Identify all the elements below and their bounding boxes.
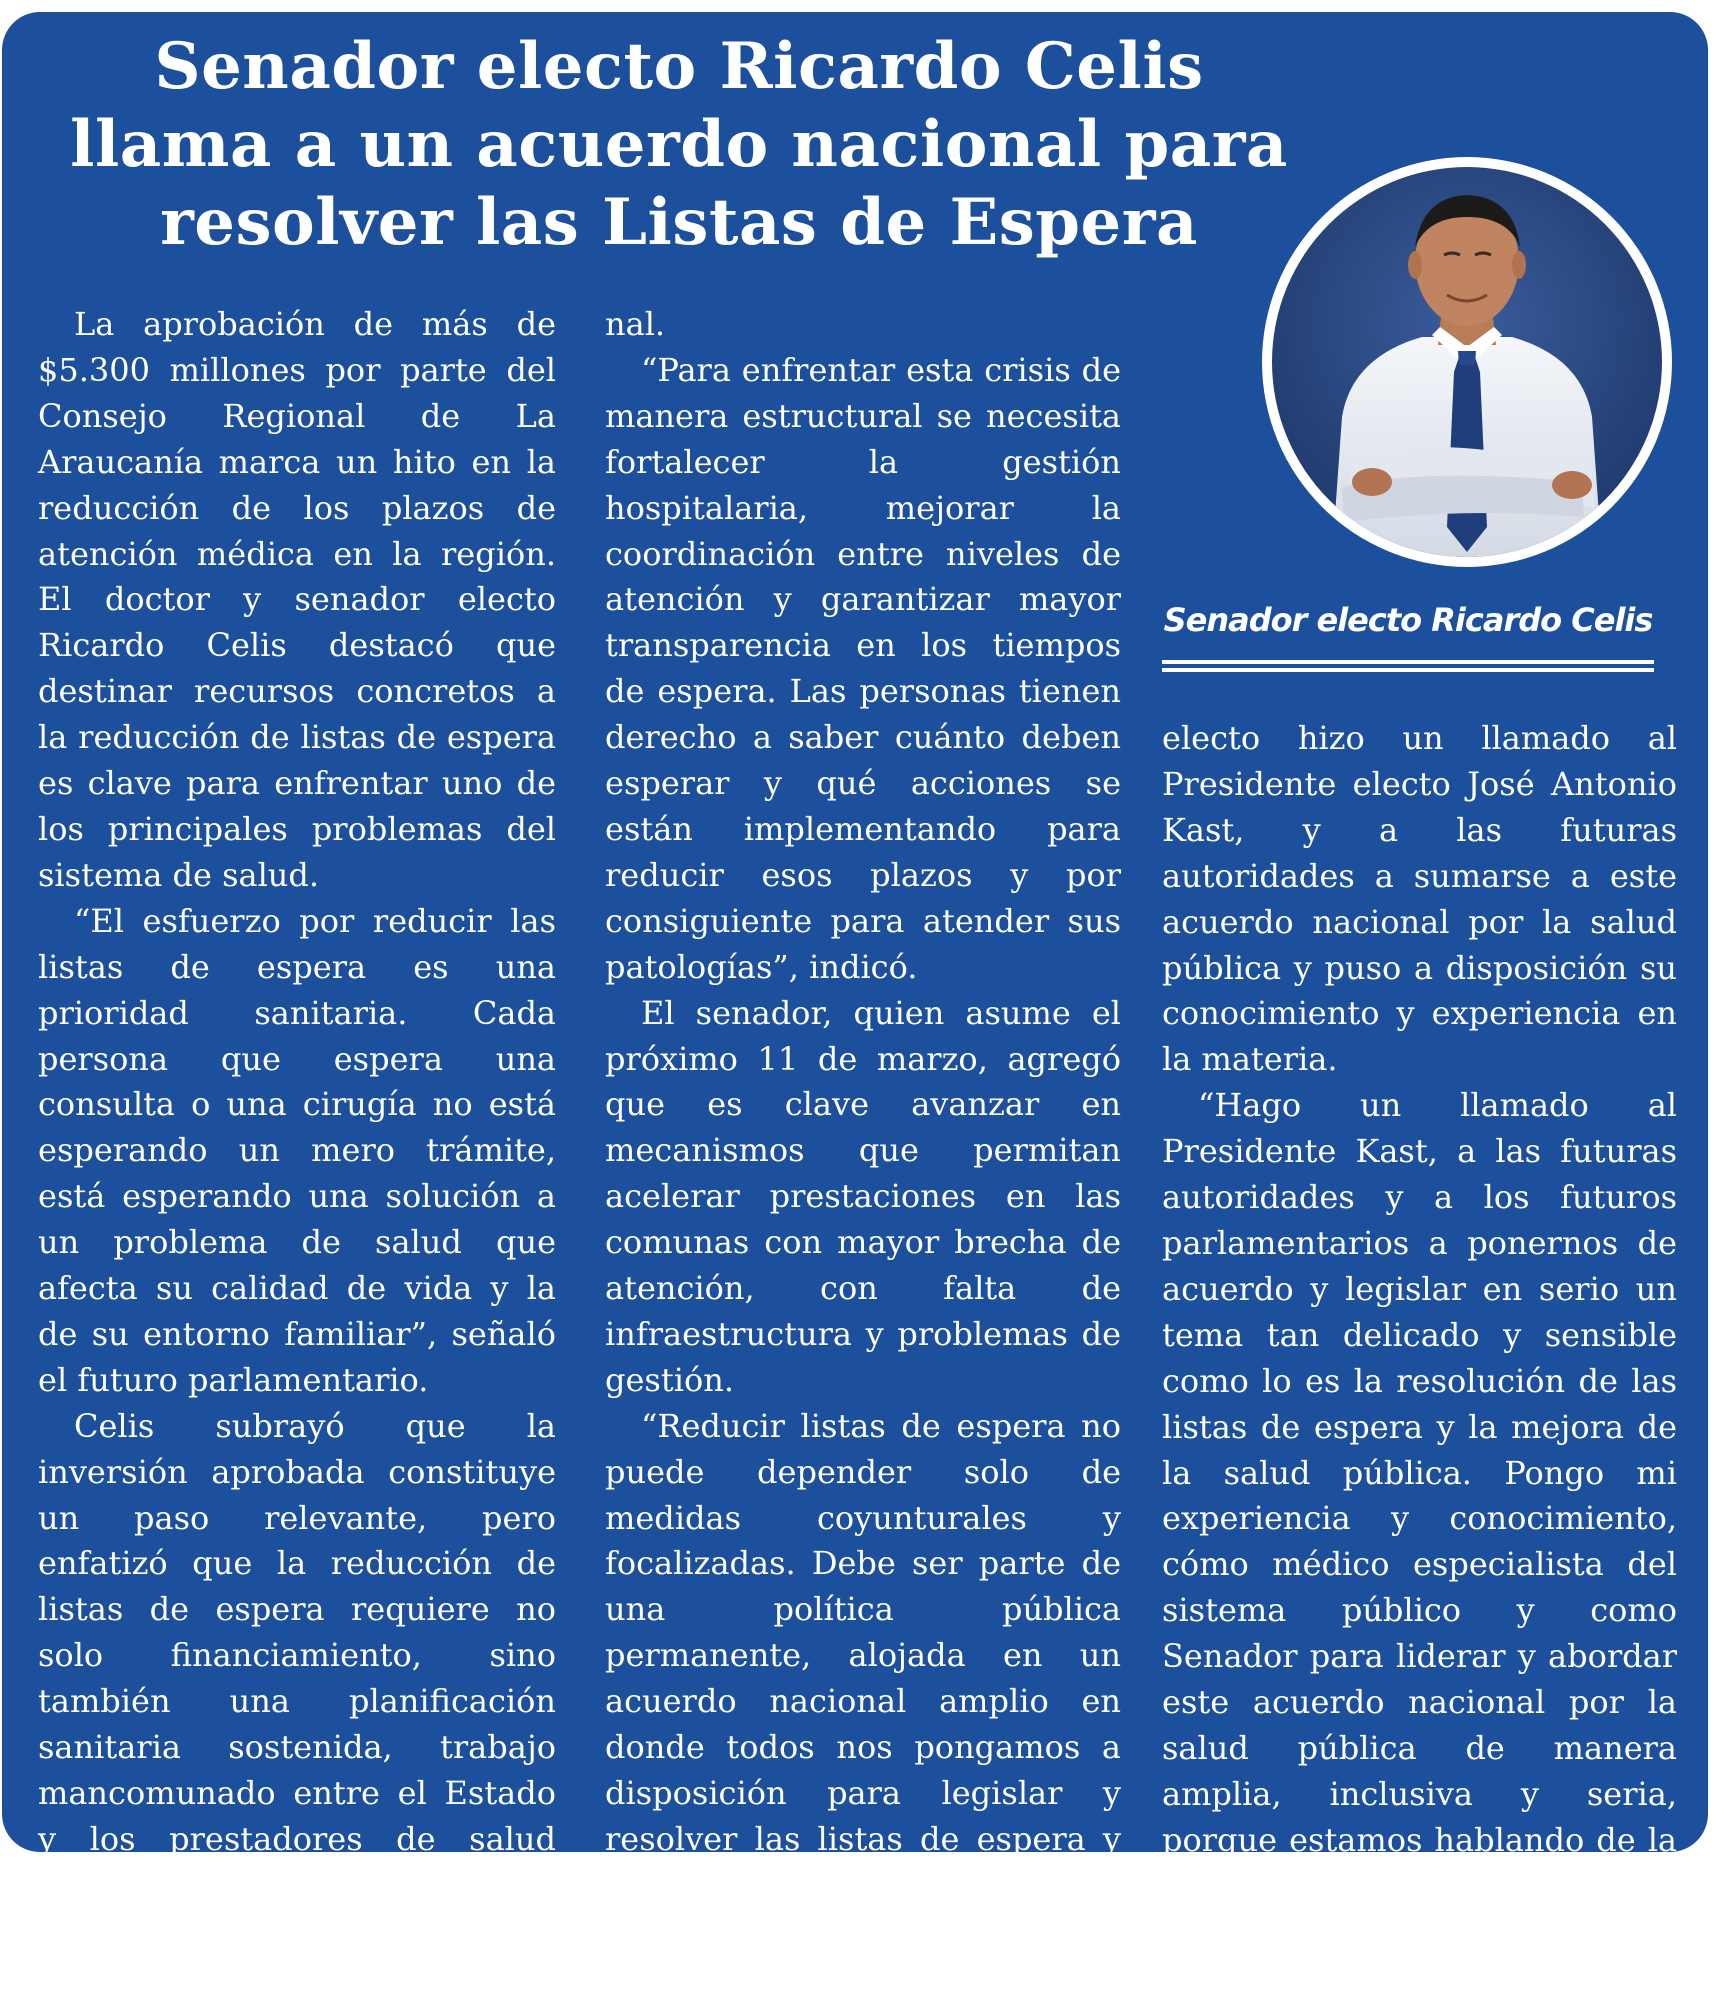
paragraph: electo hizo un llamado al Presidente electo José Antonio Kast, y a las futuras autoridades a sumarse a este acuerdo nacional por la salud pública y puso a disposición su conocimiento y experiencia en la materia. [1162, 719, 1677, 1079]
paragraph: “Reducir listas de espera no puede depender solo de medidas coyunturales y focalizadas. Debe ser parte de una política pública permanente, alojada en un acuerdo nacional amplio en donde todos nos pongamos a disposición para legislar y resolver las listas de espera y mejorar la salud pública”. [605, 1406, 1121, 1904]
caption-rule [1162, 660, 1654, 664]
body-column-3 [1162, 716, 1677, 1905]
caption-rule [1162, 668, 1654, 672]
headline-line: llama a un acuerdo nacional para [70, 107, 1288, 182]
photo-caption: Senador electo Ricardo Celis [1163, 601, 1653, 639]
paragraph: “El esfuerzo por reducir las listas de espera es una prioridad sanitaria. Cada persona que espera una consulta o una cirugía no está esperando un mero trámite, está esperando una solución a un problema de salud que afecta su calidad de vida y la de su entorno familiar”, señaló el futuro parlamentario. [38, 901, 556, 1399]
paragraph: “Para enfrentar esta crisis de manera estructural se necesita fortalecer la gestión hospitalaria, mejorar la coordinación entre niveles de atención y garantizar mayor transparencia en los tiempos de espera. Las personas tienen derecho a saber cuánto deben esperar y qué acciones se están implementando para reducir esos plazos y por consiguiente para atender sus patologías”, indicó. [605, 350, 1121, 986]
headline-line: resolver las Listas de Espera [160, 185, 1198, 260]
portrait-icon [1272, 167, 1662, 557]
body-column-1 [38, 302, 556, 1996]
paragraph: La aprobación de más de $5.300 millones por parte del Consejo Regional de La Araucanía marca un hito en la reducción de los plazos de atención médica en la región. El doctor y senador electo Ricardo Celis destacó que destinar recursos concretos a la reducción de listas de espera es clave para enfrentar uno de los principales problemas del sistema de salud. [38, 305, 556, 894]
paragraph: De igual manera, el Senador [641, 1911, 1106, 1950]
paragraph: Celis subrayó que la inversión aprobada constituye un paso relevante, pero enfatizó que la reducción de listas de espera requiere no solo financiamiento, sino también una planificación sanitaria sostenida, trabajo mancomunado entre el Estado y los prestadores de salud privada y la voluntad del gobierno entrante y el Congreso Nacio- [38, 1406, 556, 1996]
headline [14, 28, 1344, 262]
paragraph: nal. [605, 305, 666, 343]
paragraph: El senador, quien asume el próximo 11 de marzo, agregó que es clave avanzar en mecanismos que permitan acelerar prestaciones en las comunas con mayor brecha de atención, con falta de infraestructura y problemas de gestión. [605, 993, 1121, 1399]
body-column-2 [605, 302, 1121, 1950]
paragraph: “Hago un llamado al Presidente Kast, a las futuras autoridades y a los futuros parlamentarios a ponernos de acuerdo y legislar en serio un tema tan delicado y sensible como lo es la resolución de las listas de espera y la mejora de la salud pública. Pongo mi experiencia y conocimiento, cómo médico especialista del sistema público y como Senador para liderar y abordar este acuerdo nacional por la salud pública de manera amplia, inclusiva y seria, porque estamos hablando de la vida de las personas”. [1162, 1086, 1677, 1905]
headline-line: Senador electo Ricardo Celis [154, 29, 1204, 104]
portrait-photo [1262, 157, 1672, 567]
